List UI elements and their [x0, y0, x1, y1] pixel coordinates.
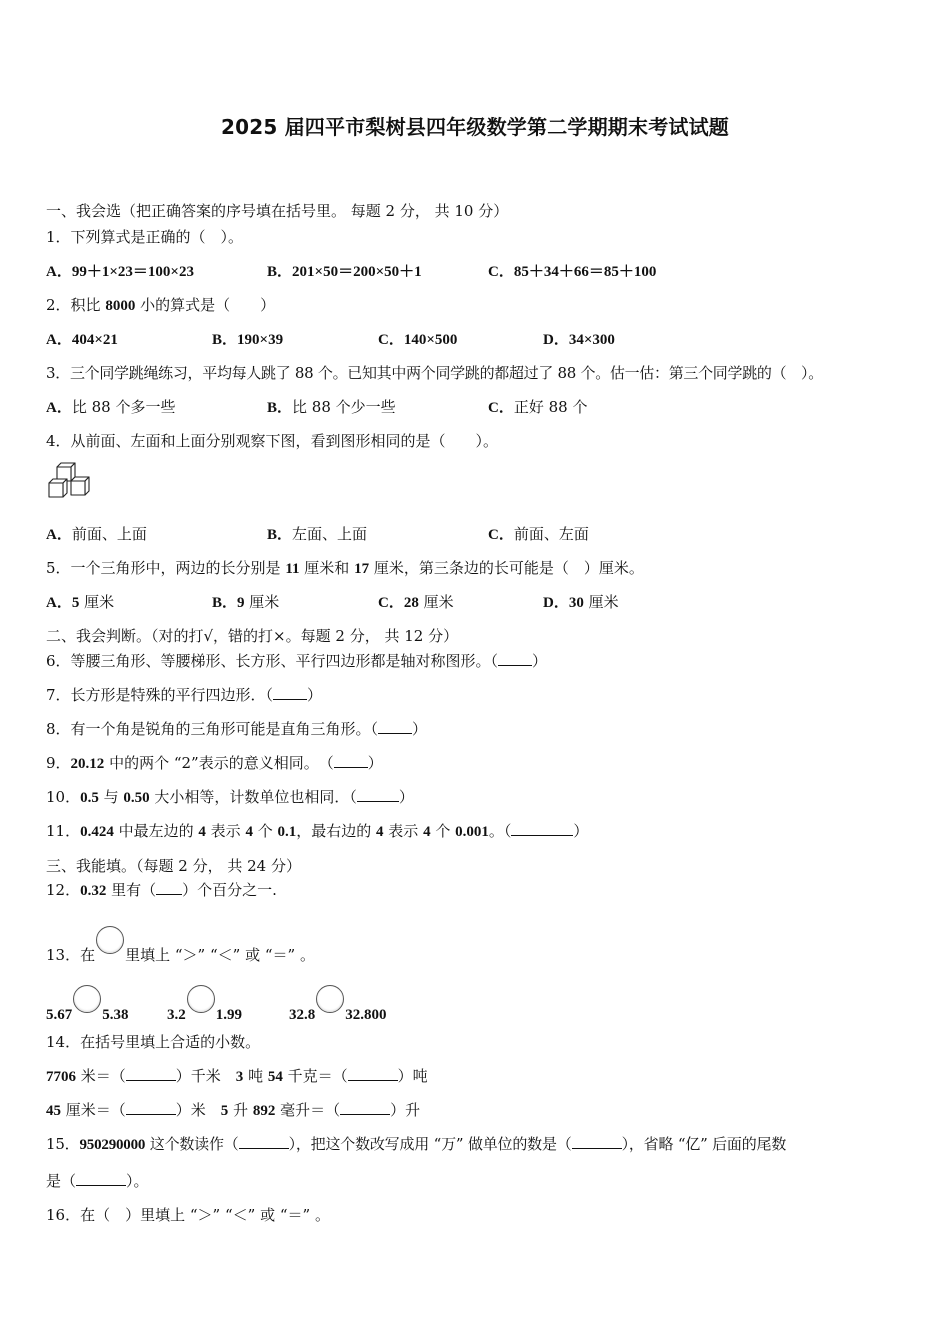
q13-question: 13．在 里填上 “＞” “＜” 或 “＝” 。 — [46, 926, 315, 965]
q15-blank-2[interactable] — [572, 1134, 622, 1149]
q15-line-1: 15．950290000 这个数读作（ ），把这个数改写成用 “万” 做单位的数是（ ），省略 “亿” 后面的尾数 — [46, 1135, 787, 1153]
q13-pair-2: 3.2 1.99 — [167, 985, 242, 1025]
q11-statement: 11．0.424 中最左边的 4 表示 4 个 0.1，最右边的 4 表示 4 个 0.001。（ ） — [46, 822, 589, 840]
q14-blank-2[interactable] — [348, 1066, 398, 1081]
q3-stem: 3．三个同学跳绳练习，平均每人跳了 88 个。已知其中两个同学跳的都超过了 88 个。估一估：第三个同学跳的（ ）。 — [46, 364, 823, 382]
q13-pair-3-circle[interactable] — [316, 985, 344, 1013]
section-1-heading: 一、我会选（把正确答案的序号填在括号里。 每题 2 分， 共 10 分） — [46, 202, 509, 220]
q14-blank-1[interactable] — [126, 1066, 176, 1081]
q4-stem: 4．从前面、左面和上面分别观察下图，看到图形相同的是（ ）。 — [46, 432, 499, 450]
q3-option-a[interactable]: A．比 88 个多一些 — [46, 398, 176, 416]
q14-stem: 14．在括号里填上合适的小数。 — [46, 1033, 261, 1051]
q8-answer-blank[interactable] — [378, 719, 412, 734]
page-title: 2025 届四平市梨树县四年级数学第二学期期末考试试题 — [220, 115, 730, 139]
q5-stem: 5．一个三角形中，两边的长分别是 11 厘米和 17 厘米，第三条边的长可能是（ ）厘米。 — [46, 559, 644, 577]
q14-row-2: 45 厘米＝（ ）米 5 升 892 毫升＝（ ）升 — [46, 1101, 421, 1119]
q12-answer-blank[interactable] — [156, 880, 182, 895]
q12-question: 12．0.32 里有（ ）个百分之一. — [46, 881, 277, 899]
q2-option-a[interactable]: A．404×21 — [46, 332, 118, 348]
q2-option-c[interactable]: C．140×500 — [378, 332, 458, 348]
circle-blank-icon — [96, 926, 124, 954]
q13-pair-1: 5.67 5.38 — [46, 985, 129, 1025]
q13-pair-1-circle[interactable] — [73, 985, 101, 1013]
q11-answer-blank[interactable] — [511, 821, 573, 836]
q10-statement: 10．0.5 与 0.50 大小相等，计数单位也相同．（ ） — [46, 788, 414, 806]
q9-answer-blank[interactable] — [334, 753, 368, 768]
q5-option-d[interactable]: D．30 厘米 — [543, 593, 619, 611]
q15-blank-1[interactable] — [239, 1134, 289, 1149]
q4-option-c[interactable]: C．前面、左面 — [488, 525, 589, 543]
q13-pair-3: 32.8 32.800 — [289, 985, 387, 1025]
q3-option-b[interactable]: B．比 88 个少一些 — [267, 398, 396, 416]
q7-answer-blank[interactable] — [273, 685, 307, 700]
q6-statement: 6．等腰三角形、等腰梯形、长方形、平行四边形都是轴对称图形。（ ） — [46, 652, 548, 670]
q14-blank-3[interactable] — [126, 1100, 176, 1115]
q15-blank-3[interactable] — [76, 1171, 126, 1186]
cube-stack-figure — [46, 461, 90, 503]
q14-row-1: 7706 米＝（ ）千米 3 吨 54 千克＝（ ）吨 — [46, 1067, 428, 1085]
section-2-heading: 二、我会判断。（对的打√，错的打×。每题 2 分， 共 12 分） — [46, 627, 459, 645]
q5-option-c[interactable]: C．28 厘米 — [378, 593, 454, 611]
q2-stem: 2．积比 8000 小的算式是（ ） — [46, 296, 276, 314]
q5-option-b[interactable]: B．9 厘米 — [212, 593, 280, 611]
q16-stem: 16．在（ ）里填上 “＞” “＜” 或 “＝” 。 — [46, 1206, 330, 1224]
q10-answer-blank[interactable] — [357, 787, 399, 802]
q3-option-c[interactable]: C．正好 88 个 — [488, 398, 588, 416]
q2-option-d[interactable]: D．34×300 — [543, 332, 615, 348]
q4-option-a[interactable]: A．前面、上面 — [46, 525, 147, 543]
section-3-heading: 三、我能填。（每题 2 分， 共 24 分） — [46, 857, 301, 875]
q7-statement: 7．长方形是特殊的平行四边形．（ ） — [46, 686, 323, 704]
q4-option-b[interactable]: B．左面、上面 — [267, 525, 368, 543]
q13-pair-2-circle[interactable] — [187, 985, 215, 1013]
q6-answer-blank[interactable] — [498, 651, 532, 666]
q15-line-2: 是（ ）。 — [46, 1172, 149, 1190]
q1-option-a[interactable]: A．99＋1×23＝100×23 — [46, 264, 194, 280]
q5-option-a[interactable]: A．5 厘米 — [46, 593, 115, 611]
q9-statement: 9．20.12 中的两个 “2”表示的意义相同。 （ ） — [46, 754, 383, 772]
q8-statement: 8．有一个角是锐角的三角形可能是直角三角形。（ ） — [46, 720, 428, 738]
q2-option-b[interactable]: B．190×39 — [212, 332, 284, 348]
q1-option-b[interactable]: B．201×50＝200×50＋1 — [267, 264, 422, 280]
q1-option-c[interactable]: C．85＋34＋66＝85＋100 — [488, 264, 657, 280]
q14-blank-4[interactable] — [340, 1100, 390, 1115]
q1-stem: 1．下列算式是正确的（ ）。 — [46, 228, 244, 246]
